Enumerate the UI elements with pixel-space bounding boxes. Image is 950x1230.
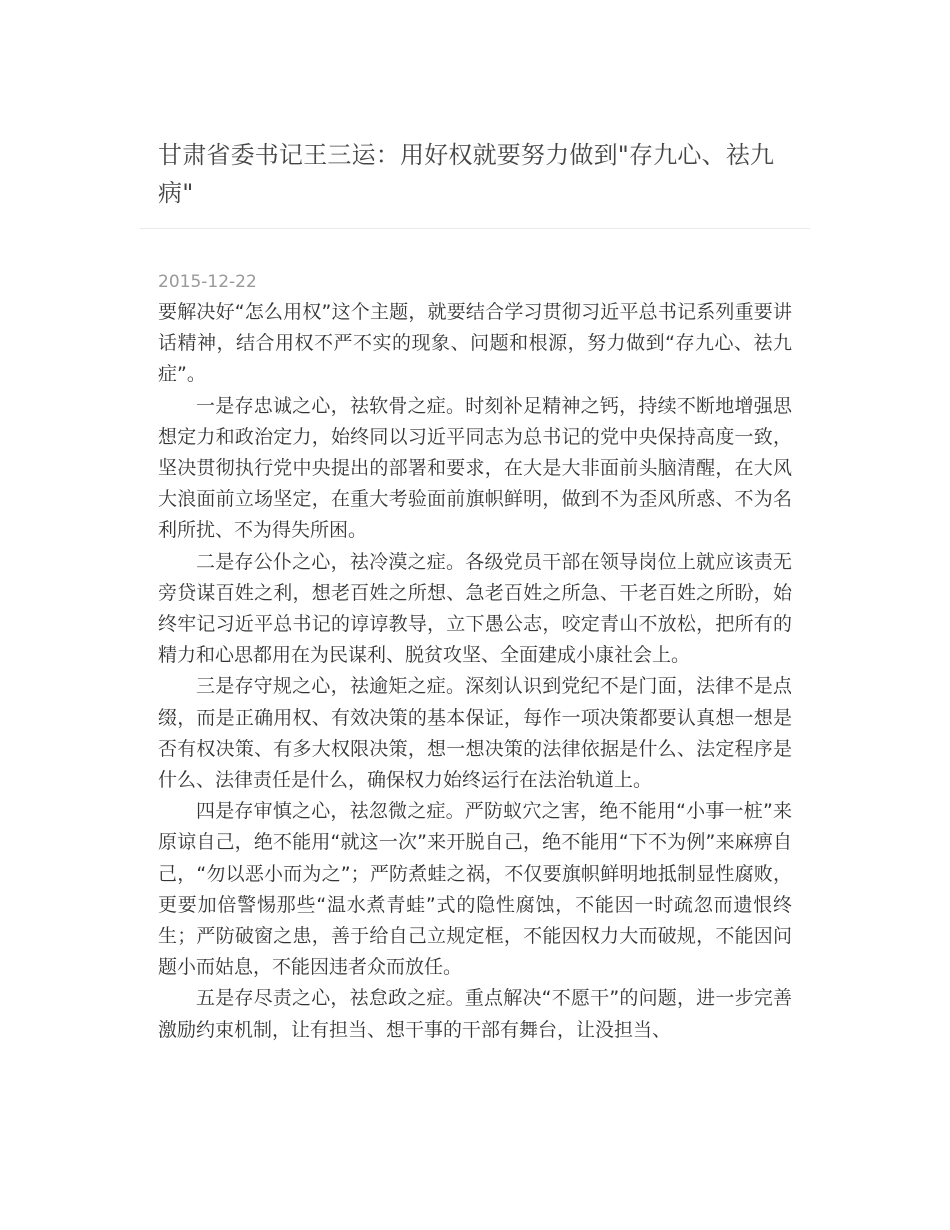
article [140, 0, 810, 1046]
publish-date: 2015-12-22 [158, 272, 257, 292]
article-paragraph: 一是存忠诚之心，祛软骨之症。时刻补足精神之钙，持续不断地增强思想定力和政治定力，始终同以习近平同志为总书记的党中央保持高度一致，坚决贯彻执行党中央提出的部署和要求，在大是大非面前头脑清醒，在大风大浪面前立场坚定，在重大考验面前旗帜鲜明，做到不为歪风所惑、不为名利所扰、不为得失所困。 [158, 394, 792, 542]
article-header [140, 0, 810, 229]
article-paragraph: 二是存公仆之心，祛冷漠之症。各级党员干部在领导岗位上就应该责无旁贷谋百姓之利，想老百姓之所想、急老百姓之所急、干老百姓之所盼，始终牢记习近平总书记的谆谆教导，立下愚公志，咬定青山不放松，把所有的精力和心思都用在为民谋利、脱贫攻坚、全面建成小康社会上。 [158, 550, 792, 667]
article-paragraph: 四是存审慎之心，祛忽微之症。严防蚁穴之害，绝不能用“小事一桩”来原谅自己，绝不能用“就这一次”来开脱自己，绝不能用“下不为例”来麻痹自己，“勿以恶小而为之”；严防煮蛙之祸，不仅要旗帜鲜明地抵制显性腐败，更要加倍警惕那些“温水煮青蛙”式的隐性腐蚀，不能因一时疏忽而遗恨终生；严防破窗之患，善于给自己立规定框，不能因权力大而破规，不能因问题小而姑息，不能因违者众而放任。 [158, 800, 792, 979]
article-paragraph: 五是存尽责之心，祛怠政之症。重点解决“不愿干”的问题，进一步完善激励约束机制，让有担当、想干事的干部有舞台，让没担当、 [158, 987, 792, 1041]
article-body [140, 271, 810, 1046]
article-title: 甘肃省委书记王三运：用好权就要努力做到"存九心、祛九病" [158, 141, 775, 207]
article-paragraph: 要解决好“怎么用权”这个主题，就要结合学习贯彻习近平总书记系列重要讲话精神，结合用权不严不实的现象、问题和根源，努力做到“存九心、祛九症”。 [158, 301, 792, 386]
article-paragraph: 三是存守规之心，祛逾矩之症。深刻认识到党纪不是门面，法律不是点缀，而是正确用权、有效决策的基本保证，每作一项决策都要认真想一想是否有权决策、有多大权限决策，想一想决策的法律依据是什么、法定程序是什么、法律责任是什么，确保权力始终运行在法治轨道上。 [158, 675, 792, 792]
